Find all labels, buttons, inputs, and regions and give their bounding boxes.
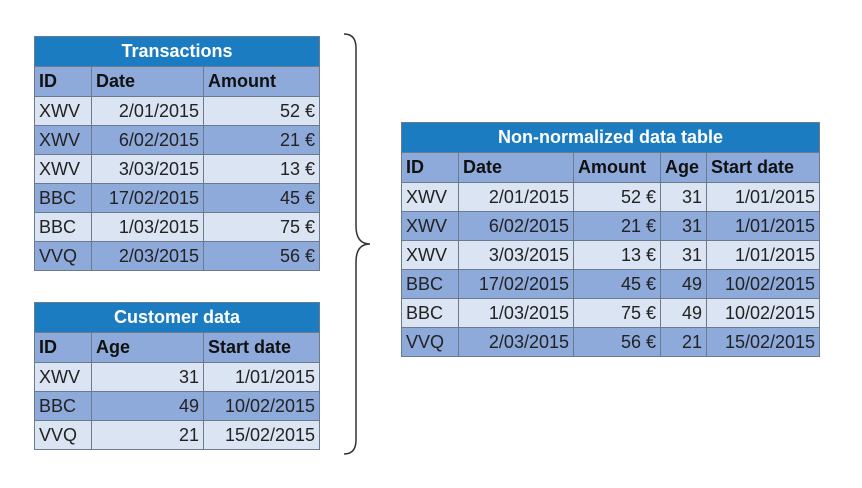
cell-id: BBC: [402, 270, 459, 299]
cell-amount: 13 €: [204, 155, 320, 184]
column-header-id: ID: [35, 333, 92, 363]
column-header-amount: Amount: [204, 67, 320, 97]
cell-amount: 45 €: [204, 184, 320, 213]
cell-date: 17/02/2015: [459, 270, 574, 299]
cell-start-date: 15/02/2015: [204, 421, 320, 450]
cell-age: 49: [92, 392, 204, 421]
brace-path: [344, 34, 370, 454]
cell-date: 2/03/2015: [92, 242, 204, 271]
table-row: [35, 392, 320, 421]
cell-date: 3/03/2015: [92, 155, 204, 184]
cell-id: VVQ: [35, 242, 92, 271]
cell-id: XWV: [35, 97, 92, 126]
cell-amount: 21 €: [574, 212, 661, 241]
cell-date: 1/03/2015: [92, 213, 204, 242]
table-row: [35, 97, 320, 126]
customer-data-title: Customer data: [35, 303, 320, 333]
cell-start-date: 10/02/2015: [204, 392, 320, 421]
cell-start-date: 15/02/2015: [707, 328, 820, 357]
cell-amount: 75 €: [204, 213, 320, 242]
cell-id: XWV: [402, 241, 459, 270]
cell-id: BBC: [35, 392, 92, 421]
cell-age: 49: [661, 270, 707, 299]
table-row: [35, 363, 320, 392]
non-normalized-table: [401, 122, 820, 357]
column-header-amount: Amount: [574, 153, 661, 183]
table-row: [402, 328, 820, 357]
cell-id: VVQ: [402, 328, 459, 357]
table-row: [402, 183, 820, 212]
cell-date: 1/03/2015: [459, 299, 574, 328]
cell-id: XWV: [35, 155, 92, 184]
cell-date: 3/03/2015: [459, 241, 574, 270]
cell-date: 2/01/2015: [92, 97, 204, 126]
column-header-id: ID: [402, 153, 459, 183]
table-row: [402, 212, 820, 241]
column-header-age: Age: [92, 333, 204, 363]
cell-date: 6/02/2015: [459, 212, 574, 241]
column-header-date: Date: [92, 67, 204, 97]
cell-id: XWV: [402, 212, 459, 241]
column-header-id: ID: [35, 67, 92, 97]
cell-start-date: 10/02/2015: [707, 270, 820, 299]
cell-age: 31: [92, 363, 204, 392]
table-row: [402, 241, 820, 270]
cell-age: 31: [661, 212, 707, 241]
cell-amount: 13 €: [574, 241, 661, 270]
table-row: [35, 421, 320, 450]
cell-date: 2/01/2015: [459, 183, 574, 212]
column-header-start-date: Start date: [204, 333, 320, 363]
cell-start-date: 1/01/2015: [204, 363, 320, 392]
cell-amount: 21 €: [204, 126, 320, 155]
non-normalized-title: Non-normalized data table: [402, 123, 820, 153]
cell-age: 49: [661, 299, 707, 328]
table-row: [402, 270, 820, 299]
column-header-start-date: Start date: [707, 153, 820, 183]
cell-id: XWV: [35, 363, 92, 392]
cell-id: XWV: [402, 183, 459, 212]
cell-id: VVQ: [35, 421, 92, 450]
cell-start-date: 1/01/2015: [707, 212, 820, 241]
cell-amount: 56 €: [574, 328, 661, 357]
cell-amount: 75 €: [574, 299, 661, 328]
cell-start-date: 1/01/2015: [707, 241, 820, 270]
cell-id: BBC: [402, 299, 459, 328]
table-row: [402, 299, 820, 328]
table-row: [35, 213, 320, 242]
table-row: [35, 126, 320, 155]
table-row: [35, 184, 320, 213]
cell-age: 31: [661, 183, 707, 212]
cell-id: XWV: [35, 126, 92, 155]
merge-brace: [338, 30, 378, 458]
transactions-table: [34, 36, 320, 271]
cell-start-date: 1/01/2015: [707, 183, 820, 212]
cell-amount: 52 €: [574, 183, 661, 212]
cell-amount: 56 €: [204, 242, 320, 271]
cell-age: 31: [661, 241, 707, 270]
cell-date: 2/03/2015: [459, 328, 574, 357]
table-row: [35, 155, 320, 184]
customer-data-table: [34, 302, 320, 450]
cell-amount: 45 €: [574, 270, 661, 299]
cell-id: BBC: [35, 184, 92, 213]
cell-age: 21: [661, 328, 707, 357]
cell-date: 17/02/2015: [92, 184, 204, 213]
transactions-title: Transactions: [35, 37, 320, 67]
cell-amount: 52 €: [204, 97, 320, 126]
cell-start-date: 10/02/2015: [707, 299, 820, 328]
column-header-date: Date: [459, 153, 574, 183]
cell-date: 6/02/2015: [92, 126, 204, 155]
column-header-age: Age: [661, 153, 707, 183]
cell-id: BBC: [35, 213, 92, 242]
cell-age: 21: [92, 421, 204, 450]
table-row: [35, 242, 320, 271]
